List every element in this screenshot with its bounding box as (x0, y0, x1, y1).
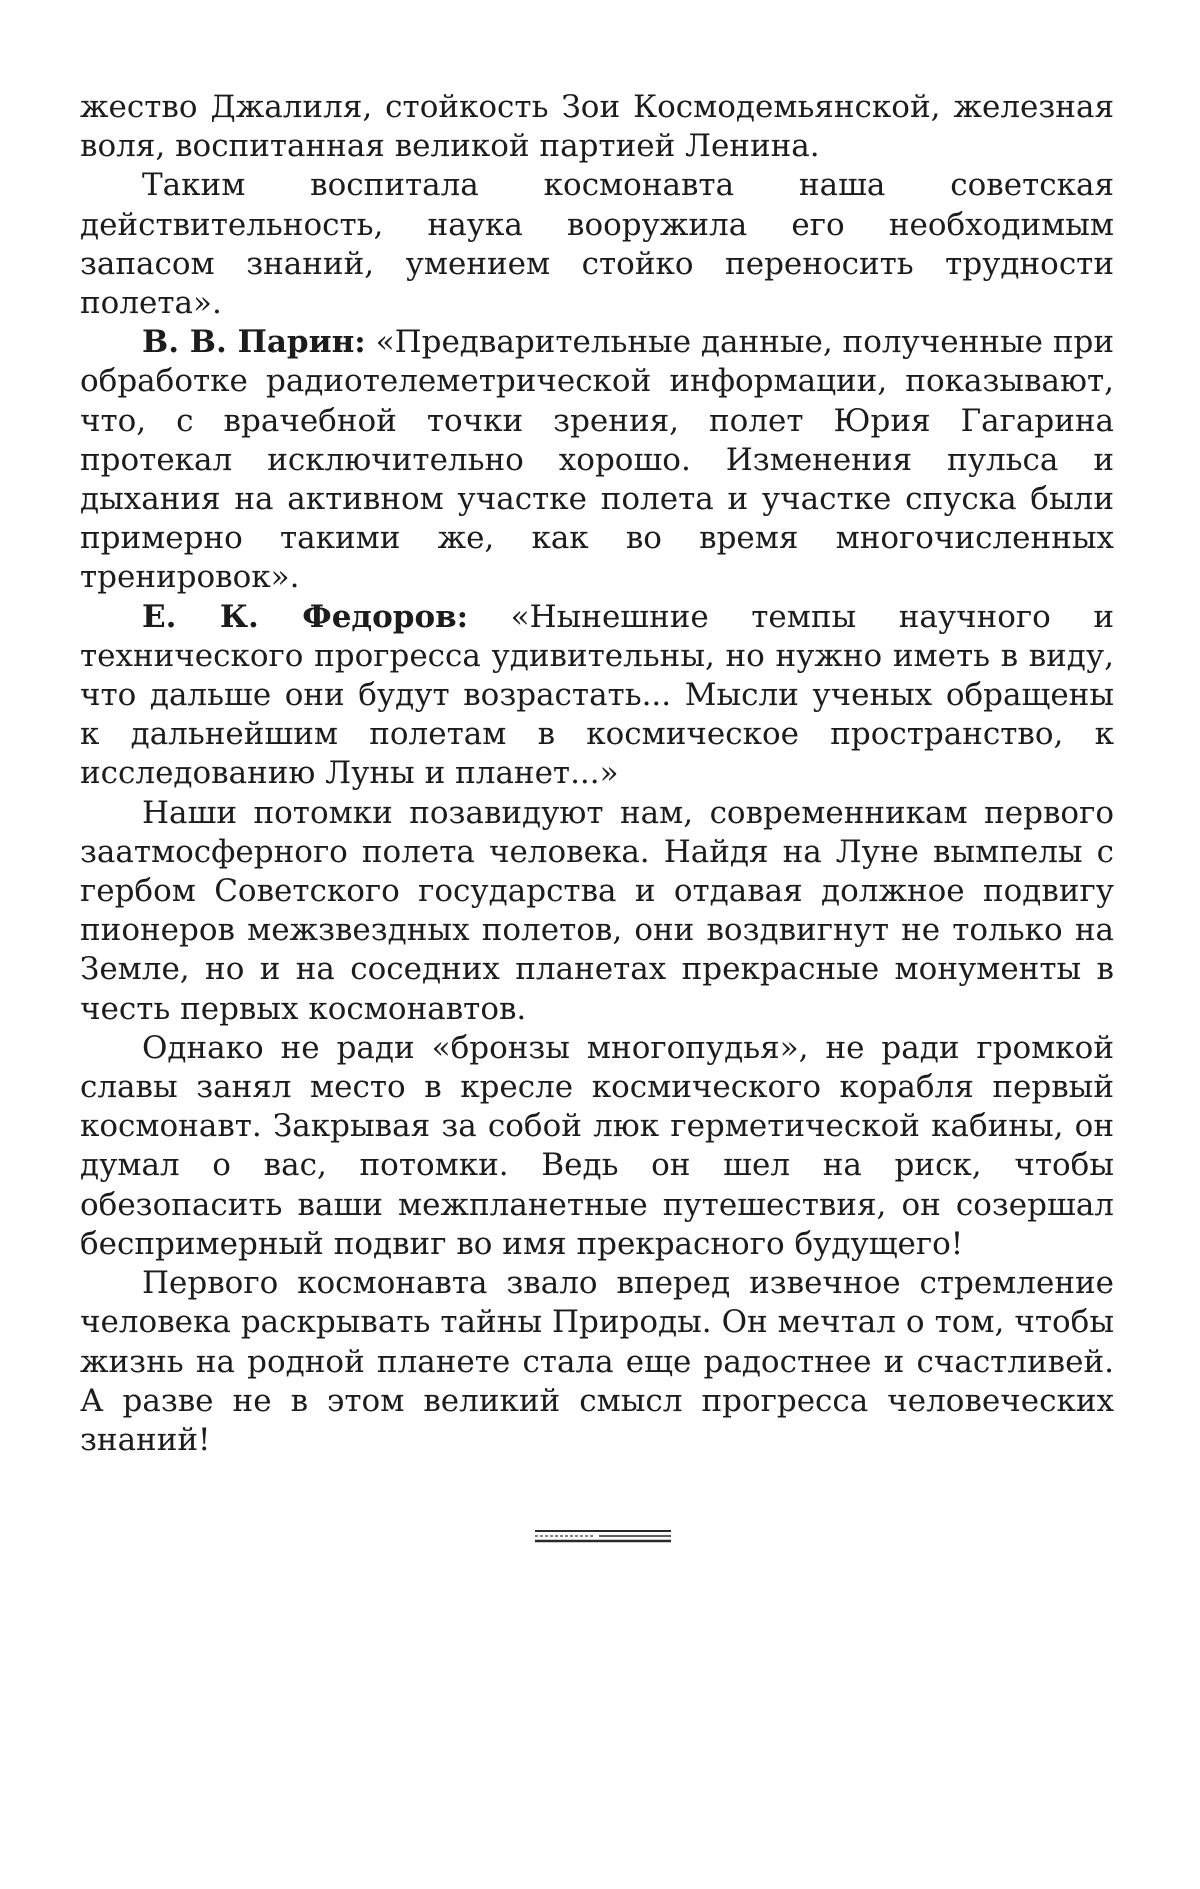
paragraph-first-cosmonaut (80, 1029, 1114, 1264)
quote-text: «Нынешние темпы научного и технического прогресса удивительны, но нужно иметь в виду, что дальше они будут возрастать... Мысли ученых обращены к дальнейшим полетам в космическое пространство, к исследованию Луны и планет...» (80, 598, 1114, 792)
paragraph-parin-quote (80, 323, 1114, 597)
paragraph-gagarin-upbringing (80, 166, 1114, 323)
end-ornament-divider (533, 1524, 673, 1546)
paragraph-fedorov-quote (80, 598, 1114, 794)
speaker-name: Е. К. Федоров: (142, 598, 469, 635)
paragraph-descendants (80, 794, 1114, 1029)
quote-text: «Предварительные данные, полученные при обработке радиотелеметрической информации, показывают, что, с врачебной точки зрения, полет Юрия Гагарина протекал исключительно хорошо. Изменения пульса и дыхания на активном участке полета и участке спуска были примерно такими же, как во время многочисленных тренировок». (80, 324, 1115, 596)
paragraph-text: жество Джалиля, стойкость Зои Космодемьянской, железная воля, воспитанная великой партией Ленина. (80, 89, 1114, 165)
body-text (80, 88, 1114, 1460)
paragraph-text: Первого космонавта звало вперед извечное стремление человека раскрывать тайны Природы. Он мечтал о том, чтобы жизнь на родной планете стала еще радостнее и счастливей. А разве не в этом великий смысл прогресса человеческих знаний! (80, 1265, 1114, 1458)
paragraph-nature-secrets (80, 1264, 1114, 1460)
paragraph-text: Однако не ради «бронзы многопудья», не ради громкой славы занял место в кресле космического корабля первый космонавт. Закрывая за собой люк герметической кабины, он думал о вас, потомки. Ведь он шел на риск, чтобы обезопасить ваши межпланетные путешествия, он созершал беспримерный подвиг во имя прекрасного будущего! (80, 1029, 1114, 1262)
paragraph-text: Наши потомки позавидуют нам, современникам первого заатмосферного полета человека. Найдя на Луне вымпелы с гербом Советского государства и отдавая должное подвигу пионеров межзвездных полетов, они воздвигнут не только на Земле, но и на соседних планетах прекрасные монументы в честь первых космонавтов. (80, 794, 1114, 1027)
paragraph-text: Таким воспитала космонавта наша советская действительность, наука вооружила его необходимым запасом знаний, умением стойко переносить трудности полета». (80, 167, 1114, 322)
speaker-name: В. В. Парин: (142, 324, 366, 361)
paragraph-continued (80, 88, 1114, 166)
